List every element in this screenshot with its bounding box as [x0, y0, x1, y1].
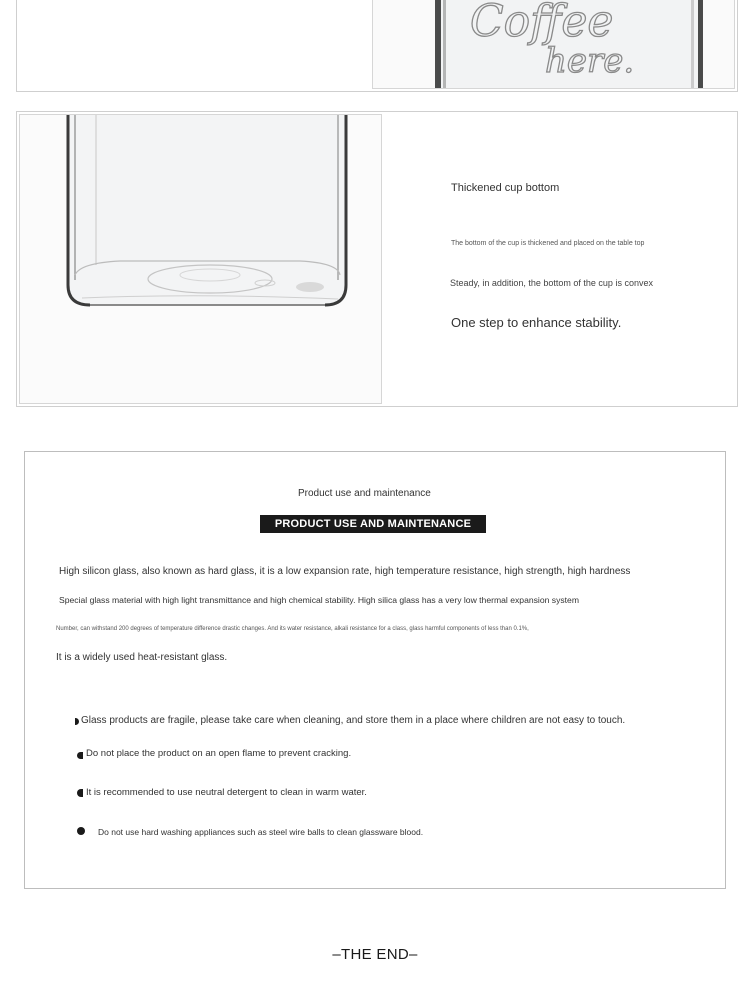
maintenance-banner: PRODUCT USE AND MAINTENANCE	[260, 515, 486, 533]
feature-line-mid: Steady, in addition, the bottom of the cup is convex	[450, 278, 653, 288]
feature-title: Thickened cup bottom	[451, 182, 560, 194]
the-end-label: –THE END–	[332, 946, 418, 963]
maintenance-paragraph-4: It is a widely used heat-resistant glass.	[56, 652, 228, 663]
bottle-bottom-illustration	[20, 115, 382, 404]
maintenance-paragraph-3: Number, can withstand 200 degrees of temperature difference drastic changes. And its water resistance, alkali resistance for a class, glass harmful components of less than 0.1%,	[56, 626, 529, 632]
feature-line-small: The bottom of the cup is thickened and placed on the table top	[451, 240, 645, 247]
care-bullet-4: Do not use hard washing appliances such as steel wire balls to clean glassware blood.	[98, 827, 424, 837]
glass-bottle-bottom-photo	[19, 114, 382, 404]
script-text-coffee: Coffee	[470, 0, 614, 47]
maintenance-paragraph-1: High silicon glass, also known as hard glass, it is a low expansion rate, high temperature resistance, high strength, high hardness	[59, 566, 631, 577]
care-bullet-1: Glass products are fragile, please take care when cleaning, and store them in a place where children are not easy to touch.	[81, 715, 626, 726]
bullet-dot-icon	[77, 827, 85, 835]
bottle-top-illustration	[373, 0, 735, 89]
glass-bottle-top-photo	[372, 0, 735, 89]
script-text-here: here.	[545, 41, 635, 81]
care-bullet-2: Do not place the product on an open flame to prevent cracking.	[86, 748, 352, 759]
maintenance-paragraph-2: Special glass material with high light transmittance and high chemical stability. High silica glass has a very low thermal expansion system	[59, 595, 579, 605]
feature-line-big: One step to enhance stability.	[451, 315, 622, 330]
bullet-dot-icon	[77, 789, 83, 797]
maintenance-subtitle: Product use and maintenance	[298, 488, 431, 499]
care-bullet-3: It is recommended to use neutral detergent to clean in warm water.	[86, 787, 367, 798]
bullet-dot-icon	[77, 752, 83, 759]
